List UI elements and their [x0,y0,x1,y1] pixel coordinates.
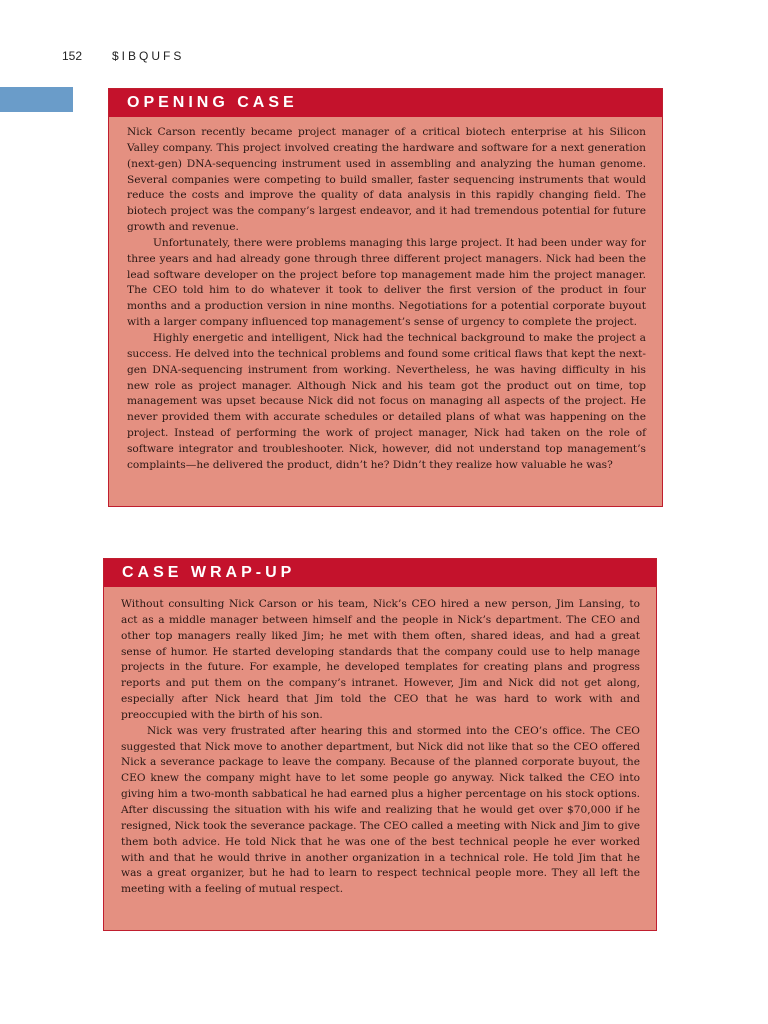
opening-case-paragraph: Nick Carson recently became project manager of a critical biotech enterprise at his Silicon Valley company. This project involved creating the hardware and software for a next generation (next-gen) DNA-sequencing instrument used in assembling and analyzing the human genome. Several companies were competing to build smaller, faster sequencing instruments that would reduce the costs and improve the quality of data analysis in this rapidly changing field. The biotech project was the company’s largest endeavor, and it had tremendous potential for future growth and revenue. [127,126,646,234]
running-head: $IBQUFS [112,49,185,63]
case-wrap-up-title: CASE WRAP-UP [104,559,656,587]
page-number: 152 [62,49,83,63]
case-wrap-up-box [103,558,657,931]
case-wrap-up-paragraph: Without consulting Nick Carson or his team, Nick’s CEO hired a new person, Jim Lansing, to act as a middle manager between himself and the people in Nick’s department. The CEO and other top managers really liked Jim; he met with them often, shared ideas, and had a great sense of humor. He started developing standards that the company could use to help manage projects in the future. For example, he developed templates for creating plans and progress reports and put them on the company’s intranet. However, Jim and Nick did not get along, especially after Nick heard that Jim told the CEO that he was hard to work with and preoccupied with the birth of his son. [121,598,640,721]
opening-case-body [109,117,662,474]
opening-case-paragraph: Highly energetic and intelligent, Nick had the technical background to make the project a success. He delved into the technical problems and found some critical flaws that kept the next-gen DNA-sequencing instrument from working. Nevertheless, he was having difficulty in his new role as project manager. Although Nick and his team got the product out on time, top management was upset because Nick did not focus on managing all aspects of the project. He never provided them with accurate schedules or detailed plans of what was happening on the project. Instead of performing the work of project manager, Nick had taken on the role of software integrator and troubleshooter. Nick, however, did not understand top management’s complaints—he delivered the product, didn’t he? Didn’t they realize how valuable he was? [127,331,646,471]
opening-case-paragraph: Unfortunately, there were problems managing this large project. It had been under way for three years and had already gone through three different project managers. Nick had been the lead software developer on the project before top management made him the project manager. The CEO told him to do whatever it took to deliver the first version of the product in four months and a production version in nine months. Negotiations for a potential corporate buyout with a larger company influenced top management’s sense of urgency to complete the project. [127,236,646,329]
chapter-side-tab [0,87,73,112]
case-wrap-up-body [104,587,656,898]
case-wrap-up-paragraph: Nick was very frustrated after hearing this and stormed into the CEO’s office. The CEO suggested that Nick move to another department, but Nick did not like that so the CEO offered Nick a severance package to leave the company. Because of the planned corporate buyout, the CEO knew the company might have to let some people go anyway. Nick talked the CEO into giving him a two-month sabbatical he had earned plus a higher percentage on his stock options. After discussing the situation with his wife and realizing that he would get over $70,000 if he resigned, Nick took the severance package. The CEO called a meeting with Nick and Jim to give them both advice. He told Nick that he was one of the best technical people he ever worked with and that he would thrive in another organization in a technical role. He told Jim that he was a great organizer, but he had to learn to respect technical people more. They all left the meeting with a feeling of mutual respect. [121,724,640,896]
opening-case-box [108,88,663,507]
opening-case-title: OPENING CASE [109,89,662,117]
